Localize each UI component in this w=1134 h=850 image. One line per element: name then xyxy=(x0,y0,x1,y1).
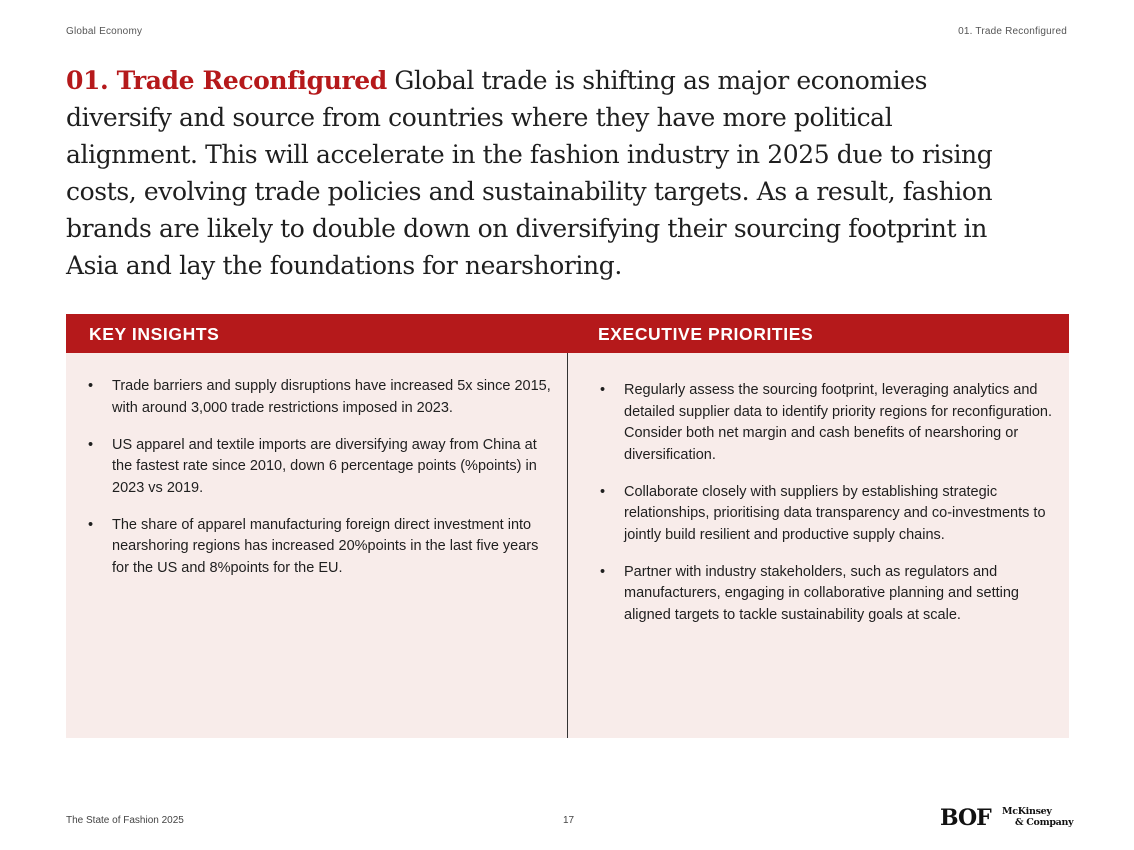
list-item xyxy=(88,376,558,419)
list-item xyxy=(600,562,1055,627)
bullet-icon: • xyxy=(88,378,94,394)
insight-text: US apparel and textile imports are diversifying away from China at the fastest rate since 2010, down 6 percentage points (%points) in 2023 vs 2019. xyxy=(112,436,537,496)
priority-text: Partner with industry stakeholders, such as regulators and manufacturers, engaging in collaborative planning and setting aligned targets to tackle sustainability goals at scale. xyxy=(624,563,1019,623)
bullet-icon: • xyxy=(88,436,94,453)
page-number: 17 xyxy=(563,815,575,826)
footer-report-title: The State of Fashion 2025 xyxy=(66,815,184,826)
running-header-chapter: 01. Trade Reconfigured xyxy=(958,26,1067,37)
list-item xyxy=(600,380,1055,466)
bullet-icon: • xyxy=(600,382,606,398)
bullet-icon: • xyxy=(88,516,94,533)
executive-priorities-list xyxy=(600,380,1055,642)
panel-header-bar xyxy=(66,314,1069,353)
list-item xyxy=(88,515,558,580)
key-insights-list xyxy=(88,376,558,595)
column-divider xyxy=(567,353,568,738)
bullet-icon: • xyxy=(600,563,606,580)
key-insights-title: KEY INSIGHTS xyxy=(89,324,220,344)
intro-body: Global trade is shifting as major economies diversify and source from countries where they have more political alignment. This will accelerate in the fashion industry in 2025 due to rising costs, evolving trade policies and sustainability targets. As a result, fashion brands are likely to double down on diversifying their sourcing footprint in Asia and lay the foundations for nearshoring. xyxy=(66,66,993,280)
insight-text: The share of apparel manufacturing foreign direct investment into nearshoring regions has increased 20%points in the last five years for the US and 8%points for the EU. xyxy=(112,516,539,576)
mckinsey-logo xyxy=(1002,806,1073,828)
list-item xyxy=(600,482,1055,547)
executive-priorities-title: EXECUTIVE PRIORITIES xyxy=(598,324,814,344)
priority-text: Collaborate closely with suppliers by establishing strategic relationships, prioritising data transparency and co-investments to jointly build resilient and productive supply chains. xyxy=(624,483,1046,543)
bullet-icon: • xyxy=(600,483,606,500)
intro-paragraph xyxy=(66,62,1026,284)
insight-text: Trade barriers and supply disruptions have increased 5x since 2015, with around 3,000 trade restrictions imposed in 2023. xyxy=(112,378,551,416)
list-item xyxy=(88,435,558,500)
priority-text: Regularly assess the sourcing footprint, leveraging analytics and detailed supplier data to identify priority regions for reconfiguration. Consider both net margin and cash benefits of nearshoring or diversification. xyxy=(624,382,1052,463)
running-header-section: Global Economy xyxy=(66,26,143,37)
mckinsey-logo-line1: McKinsey xyxy=(1002,806,1052,817)
section-headline: 01. Trade Reconfigured xyxy=(66,66,387,95)
insights-priorities-panel xyxy=(66,314,1069,738)
bof-logo: BOF xyxy=(940,805,991,831)
mckinsey-logo-line2: & Company xyxy=(1015,817,1074,828)
